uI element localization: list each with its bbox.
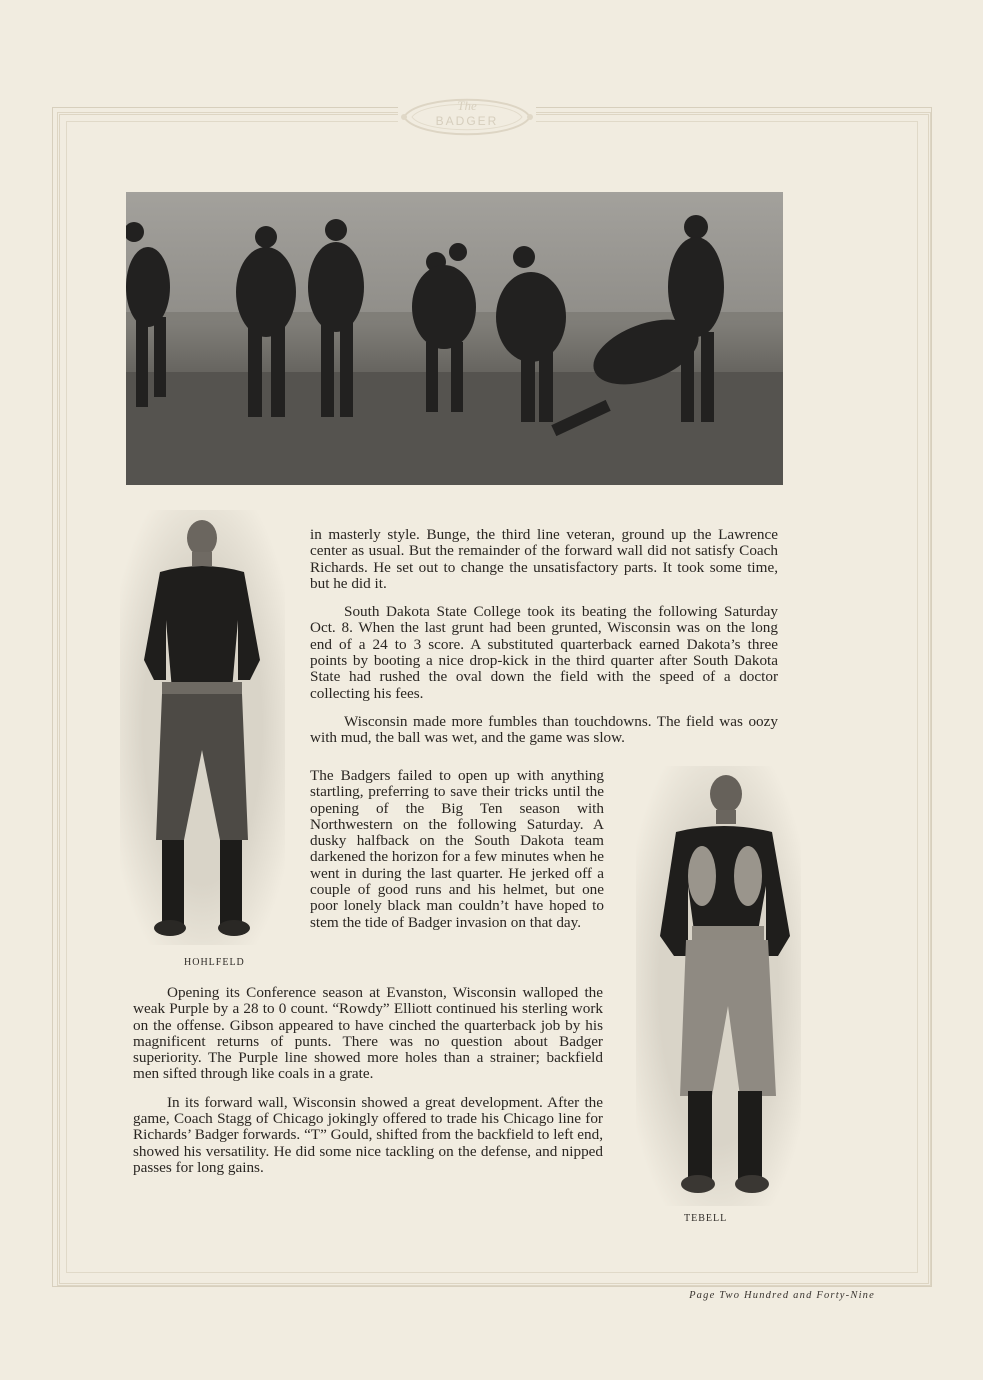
paragraph-5: In its forward wall, Wisconsin showed a great development. After the game, Coach Stagg of Chicago jokingly offered to trade his Chicago line for Richards’ Badger forwards. “T” Gould, shifted from the backfield to left end, showed his versatility. He did some nice tackling on the defense, and nipped passes for long gains. bbox=[133, 1093, 603, 1176]
hohlfeld-portrait bbox=[120, 510, 285, 945]
paragraph-1: in masterly style. Bunge, the third line veteran, ground up the Lawrence center as usual. But the remainder of the forward wall did not satisfy Coach Richards. He set out to change the unsatisfactory parts. It took some time, but he did it. bbox=[310, 526, 778, 592]
article-text-block-a bbox=[310, 527, 778, 747]
tebell-caption: TEBELL bbox=[684, 1213, 728, 1224]
crest-badger-text: BADGER bbox=[435, 114, 499, 128]
article-text-block-c bbox=[133, 985, 603, 1176]
badger-crest-logo bbox=[398, 88, 536, 146]
hohlfeld-caption: HOHLFELD bbox=[184, 957, 245, 968]
paragraph-2: South Dakota State College took its beating the following Saturday Oct. 8. When the last grunt had been grunted, Wisconsin was on the long end of a 24 to 3 score. A substituted quarterback earned Dakota’s three points by booting a nice drop-kick in the third quarter after South Dakota State had rushed the oval down the field with the speed of a doctor collecting his fees. bbox=[310, 603, 778, 702]
football-game-action-photo bbox=[126, 192, 783, 485]
tebell-portrait bbox=[636, 766, 801, 1206]
crest-the-text: The bbox=[457, 98, 477, 113]
article-text-block-b bbox=[310, 768, 604, 931]
paragraph-3-start: Wisconsin made more fumbles than touchdowns. The field was oozy with mud, the ball was wet, and the game was slow. bbox=[310, 712, 778, 747]
paragraph-3-continued: The Badgers failed to open up with anything startling, preferring to save their tricks until the opening of the Big Ten season with Northwestern on the following Saturday. A dusky halfback on the South Dakota team darkened the horizon for a few minutes when he went in during the last quarter. He jerked off a couple of good runs and his helmet, but one poor lonely black man couldn’t have hoped to stem the tide of Badger invasion on that day. bbox=[310, 767, 604, 931]
paragraph-4: Opening its Conference season at Evanston, Wisconsin walloped the weak Purple by a 28 to 0 count. “Rowdy” Elliott continued his sterling work on the offense. Gibson appeared to have cinched the quarterback job by his magnificent returns of punts. There was no question about Badger superiority. The Purple line showed more holes than a strainer; backfield men sifted through like coals in a grate. bbox=[133, 984, 603, 1083]
page-number-label: Page Two Hundred and Forty-Nine bbox=[689, 1290, 875, 1301]
